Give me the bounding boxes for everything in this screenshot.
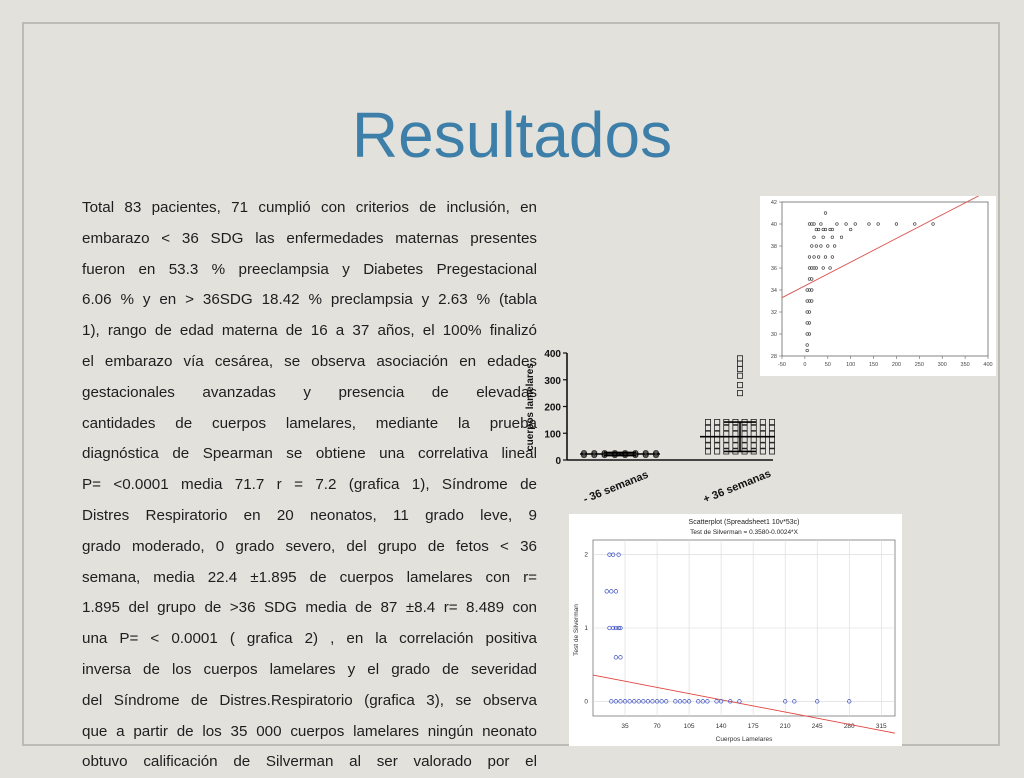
body-line: cantidades de cuerpos lamelares, mediante la prueba (82, 414, 537, 432)
y-tick-label: 300 (544, 375, 561, 387)
y-tick-label: 42 (770, 200, 777, 206)
x-tick-label: 280 (843, 723, 855, 730)
body-line: gestacionales avanzadas y presencia de elevadas (82, 383, 537, 401)
body-line: obtuvo calificación de Silverman al ser valorado por el (82, 753, 537, 771)
data-point (769, 437, 774, 442)
data-point (737, 366, 742, 371)
y-tick-label: 0 (584, 698, 588, 706)
x-tick-label: 150 (868, 362, 879, 368)
x-tick-label: 100 (846, 362, 856, 368)
y-tick-label: 0 (555, 456, 561, 467)
data-point (733, 425, 738, 430)
body-line: Total 83 pacientes, 71 cumplió con criterios de inclusión, en (82, 199, 537, 216)
x-tick-label: 175 (747, 723, 759, 730)
chart-gestational-age-scatter (760, 196, 996, 376)
y-tick-label: 28 (770, 354, 777, 360)
body-line: inversa de los cuerpos lamelares y el grado de severidad (82, 660, 537, 678)
data-point (724, 443, 729, 448)
body-line: Distres Respiratorio en 20 neonatos, 11 grado leve, 9 (82, 506, 537, 524)
chart-subtitle: Test de Silverman = 0.3580-0.0024*X (690, 529, 798, 536)
body-line: que a partir de los 35 000 cuerpos lamelares ningún neonato (82, 722, 537, 740)
category-label: - 36 semanas (581, 468, 651, 506)
data-point (715, 437, 720, 442)
body-text (82, 193, 537, 778)
data-point (715, 431, 720, 436)
data-point (733, 437, 738, 442)
y-tick-label: 38 (770, 244, 777, 250)
data-point (715, 449, 720, 454)
data-point (705, 419, 710, 424)
data-point (737, 361, 742, 366)
y-tick-label: 200 (544, 402, 561, 414)
y-axis-label: cuerpos lamelares (525, 363, 536, 451)
y-tick-label: 400 (544, 349, 561, 360)
x-tick-label: 315 (875, 723, 887, 730)
x-tick-label: 105 (683, 723, 695, 730)
data-point (724, 425, 729, 430)
x-tick-label: 0 (803, 362, 807, 368)
data-point (760, 425, 765, 430)
data-point (760, 449, 765, 454)
data-point (715, 425, 720, 430)
body-line: P= <0.0001 media 71.7 r = 7.2 (grafica 1), Síndrome de (82, 476, 537, 494)
data-point (769, 419, 774, 424)
data-point (724, 437, 729, 442)
chart-silverman-scatter (569, 514, 902, 746)
data-point (705, 431, 710, 436)
y-tick-label: 40 (770, 222, 777, 228)
x-tick-label: 350 (960, 362, 970, 368)
data-point (751, 443, 756, 448)
data-point (715, 443, 720, 448)
y-tick-label: 1 (584, 625, 588, 632)
y-tick-label: 100 (544, 429, 561, 441)
body-line: fueron en 53.3 % preeclampsia y Diabetes Pregestacional (82, 260, 537, 278)
data-point (724, 431, 729, 436)
body-line: una P= < 0.0001 ( grafica 2) , en la correlación positiva (82, 630, 537, 648)
body-line: el embarazo vía cesárea, se observa asociación en edades (82, 352, 537, 370)
x-axis-label: Cuerpos Lamelares (715, 736, 773, 743)
body-line: grado moderado, 0 grado severo, del grupo de fetos < 36 (82, 537, 537, 555)
data-point (737, 391, 742, 396)
data-point (760, 443, 765, 448)
body-line: 1.895 del grupo de >36 SDG media de 87 ±8.4 r= 8.489 con (82, 599, 537, 617)
data-point (751, 431, 756, 436)
x-tick-label: 400 (983, 362, 993, 368)
x-tick-label: 210 (779, 723, 791, 730)
data-point (705, 443, 710, 448)
body-line: diagnóstica de Spearman se obtiene una correlativa lineal (82, 445, 537, 463)
data-point (742, 437, 747, 442)
x-tick-label: 300 (937, 362, 947, 368)
data-point (760, 419, 765, 424)
data-point (733, 431, 738, 436)
data-point (760, 437, 765, 442)
y-tick-label: 32 (770, 310, 777, 316)
slide-title: Resultados (351, 99, 673, 171)
data-point (733, 443, 738, 448)
x-tick-label: 35 (621, 723, 629, 730)
y-tick-label: 2 (584, 551, 588, 559)
body-line: embarazo < 36 SDG las enfermedades maternas presentes (82, 229, 537, 247)
data-point (742, 443, 747, 448)
body-line: 6.06 % y en > 36SDG 18.42 % preclampsia y 2.63 % (tabla (82, 291, 537, 309)
data-point (742, 431, 747, 436)
x-tick-label: 140 (715, 723, 727, 730)
y-tick-label: 34 (770, 288, 777, 294)
x-tick-label: 250 (914, 362, 924, 368)
body-line: del Síndrome de Distres.Respiratorio (grafica 3), se observa (82, 691, 537, 709)
data-point (737, 356, 742, 361)
data-point (705, 449, 710, 454)
data-point (751, 437, 756, 442)
body-line: semana, media 22.4 ±1.895 de cuerpos lamelares con r= (82, 568, 537, 586)
category-label: + 36 semanas (701, 467, 773, 506)
data-point (742, 425, 747, 430)
chart-lamellar-bodies-dotplot (525, 345, 775, 520)
data-point (769, 443, 774, 448)
data-point (751, 425, 756, 430)
x-tick-label: -50 (778, 362, 786, 368)
data-point (769, 431, 774, 436)
data-point (760, 431, 765, 436)
body-line: 1), rango de edad materna de 16 a 37 años, el 100% finalizó (82, 322, 537, 340)
data-point (715, 419, 720, 424)
data-point (705, 437, 710, 442)
data-point (769, 425, 774, 430)
x-tick-label: 200 (891, 362, 902, 368)
data-point (769, 449, 774, 454)
y-axis-label: Test de Silverman (573, 604, 580, 656)
data-point (737, 373, 742, 378)
x-tick-label: 70 (653, 723, 661, 730)
x-tick-label: 50 (824, 362, 831, 368)
data-point (705, 425, 710, 430)
y-tick-label: 30 (770, 332, 777, 338)
chart-title: Scatterplot (Spreadsheet1 10v*53c) (688, 519, 800, 526)
x-tick-label: 245 (811, 723, 823, 730)
data-point (737, 383, 742, 388)
y-tick-label: 36 (770, 266, 777, 272)
